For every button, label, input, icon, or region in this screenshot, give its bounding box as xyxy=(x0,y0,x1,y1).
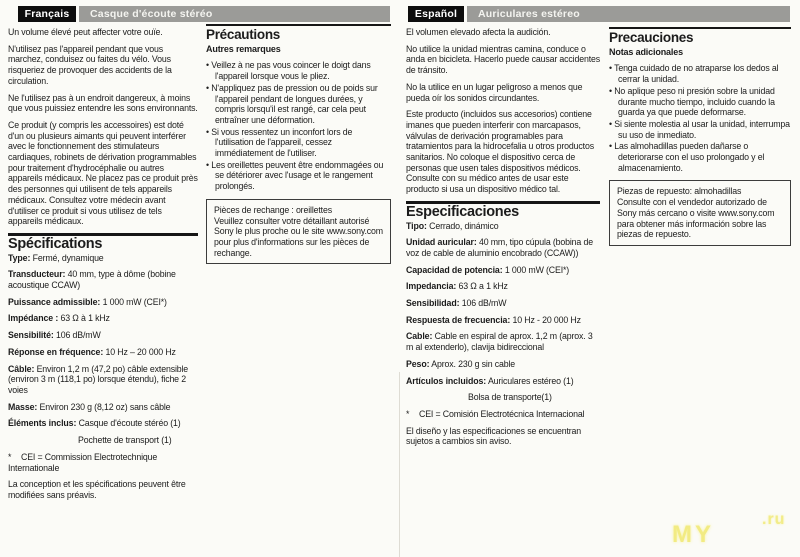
french-main-column xyxy=(8,27,198,507)
french-product-title-bar: Casque d'écoute stéréo xyxy=(79,6,390,22)
watermark-text: .ru xyxy=(762,511,786,528)
spec-row-continuation: Pochette de transport (1) xyxy=(78,435,172,446)
spec-value: Auriculares estéreo (1) xyxy=(487,375,574,386)
paragraph: Ne l'utilisez pas à un endroit dangereux, à moins que vous puissiez entendre les sons environnants. xyxy=(8,92,198,114)
spec-row xyxy=(8,330,198,341)
footnote-text: CEI = Commission Electrotechnique Internationale xyxy=(8,451,158,473)
spec-label: Impedancia: xyxy=(406,281,457,292)
bullet-item: • Veillez à ne pas vous coincer le doigt dans l'appareil lorsque vous le pliez. xyxy=(206,60,391,81)
spec-row xyxy=(8,253,198,264)
page-fold-divider xyxy=(399,372,400,557)
paragraph: Este producto (incluidos sus accesorios) contiene imanes que pueden interferir con marcapasos, válvulas de derivación programables para tratamientos para la hidrocefalia u otros productos sanitarios. No coloque el dispositivo cerca de personas que usen tales dispositivos médicos. Consulte con su médico antes de usar este producto si usa un dispositivo médico tal. xyxy=(406,109,594,195)
bullet-item: • Tenga cuidado de no atraparse los dedos al cerrar la unidad. xyxy=(609,63,791,84)
french-specifications-title: Spécifications xyxy=(8,235,103,252)
spec-value: Aprox. 230 g sin cable xyxy=(431,358,516,369)
spanish-specifications-section xyxy=(406,201,600,447)
spec-value: 1 000 mW (CEI*) xyxy=(102,296,167,307)
spec-row xyxy=(8,364,198,396)
spec-label: Respuesta de frecuencia: xyxy=(406,314,511,325)
french-precautions-column xyxy=(206,24,391,264)
spec-value: 63 Ω a 1 kHz xyxy=(458,281,508,292)
spec-label: Transducteur: xyxy=(8,269,66,280)
paragraph: Un volume élevé peut affecter votre ouïe. xyxy=(8,27,163,37)
paragraph: Ce produit (y compris les accessoires) est doté d'un ou plusieurs aimants qui peuvent interférer avec le fonctionnement des stimulateurs cardiaques, robinets de dérivation programmables pour traitement d'hydrocéphalie ou autres appareils médicaux. Ne placez pas ce produit près des personnes qui utilisent de tels appareils médicaux. Consultez votre médecin avant d'utiliser ce produit si vous utilisez de tels appareils médicaux. xyxy=(8,119,198,227)
french-replacement-parts-box xyxy=(206,199,391,265)
spanish-language-tab: Español xyxy=(408,6,464,22)
spec-row xyxy=(8,347,198,358)
spec-row xyxy=(8,313,198,324)
spec-value: Casque d'écoute stéréo (1) xyxy=(78,418,181,429)
spec-label: Sensibilité: xyxy=(8,330,54,341)
spec-value: Cerrado, dinámico xyxy=(429,220,499,231)
spanish-intro xyxy=(406,27,600,195)
spec-value: Environ 1,2 m (47,2 po) câble extensible (environ 3 m (118,1 po) lorsque étendu), fiche 2 voies xyxy=(8,363,189,395)
french-precautions-subtitle: Autres remarques xyxy=(206,43,281,54)
french-language-tab: Français xyxy=(18,6,76,22)
footnote-text: CEI = Comisión Electrotécnica Internacional xyxy=(419,408,585,419)
french-footnote xyxy=(8,452,198,473)
spec-row xyxy=(406,265,600,276)
spec-value: 10 Hz - 20 000 Hz xyxy=(512,314,581,325)
french-intro xyxy=(8,27,198,227)
box-line: Piezas de repuesto: almohadillas xyxy=(617,186,742,197)
bullet-item: • Les oreillettes peuvent être endommagées ou se détériorer avec l'usage et le rangement prolongés. xyxy=(206,160,391,192)
spec-label: Cable: xyxy=(406,331,433,342)
paragraph: El volumen elevado afecta la audición. xyxy=(406,27,551,37)
paragraph: No la utilice en un lugar peligroso a menos que pueda oír los sonidos circundantes. xyxy=(406,81,583,103)
paragraph: No utilice la unidad mientras camina, conduce o anda en bicicleta. Hacerlo puede causar accidentes de tránsito. xyxy=(406,43,600,76)
box-line: Veuillez consulter votre détaillant autorisé Sony le plus proche ou le site www.sony.com pour plus d'informations sur les pièces de rechange. xyxy=(214,215,383,258)
spanish-product-title-bar: Auriculares estéreo xyxy=(467,6,790,22)
spec-label: Masse: xyxy=(8,401,38,412)
box-line: Pièces de rechange : oreillettes xyxy=(214,204,332,215)
spanish-precautions-subtitle: Notas adicionales xyxy=(609,46,683,57)
spec-row xyxy=(406,331,600,352)
spanish-footnote xyxy=(406,409,600,420)
spec-label: Tipo: xyxy=(406,220,427,231)
spec-row xyxy=(8,269,198,290)
bullet-item: • Si siente molestia al usar la unidad, interrumpa su uso de inmediato. xyxy=(609,119,791,140)
spec-value: 106 dB/mW xyxy=(461,298,507,309)
bullet-item: • N'appliquez pas de pression ou de poids sur l'appareil pendant de longues durées, y compris lorsqu'il est rangé, car cela peut entraîner une déformation. xyxy=(206,83,391,126)
spec-label: Type: xyxy=(8,252,31,263)
spanish-precautions-list xyxy=(609,63,791,173)
spec-label: Réponse en fréquence: xyxy=(8,346,104,357)
spec-label: Artículos incluidos: xyxy=(406,375,487,386)
spec-value: Fermé, dynamique xyxy=(32,252,104,263)
spec-row xyxy=(406,237,600,258)
watermark-text: MY xyxy=(672,521,714,548)
spec-label: Sensibilidad: xyxy=(406,298,460,309)
footnote-asterisk: * xyxy=(8,451,12,462)
french-precautions-title: Précautions xyxy=(206,27,280,42)
spec-label: Éléments inclus: xyxy=(8,418,77,429)
bullet-item: • Si vous ressentez un inconfort lors de l'utilisation de l'appareil, cessez immédiatement de l'utiliser. xyxy=(206,127,391,159)
spanish-specifications-title: Especificaciones xyxy=(406,203,519,220)
bullet-item: • No aplique peso ni presión sobre la unidad durante mucho tiempo, incluido cuando la guarda ya que puede deformarse. xyxy=(609,86,791,118)
spec-value: Environ 230 g (8,12 oz) sans câble xyxy=(39,401,171,412)
spec-label: Puissance admissible: xyxy=(8,296,101,307)
spec-label: Capacidad de potencia: xyxy=(406,264,503,275)
spec-value: 40 mm, tipo cúpula (bobina de voz de cable de aluminio encobrado (CCAW)) xyxy=(406,237,593,258)
spanish-disclaimer: El diseño y las especificaciones se encuentran sujetos a cambios sin aviso. xyxy=(406,425,582,447)
spec-row xyxy=(8,418,198,429)
spec-value: Cable en espiral de aprox. 1,2 m (aprox. 3 m al extenderlo), clavija bidireccional xyxy=(406,331,593,353)
spec-row xyxy=(406,376,600,387)
spanish-precautions-title: Precauciones xyxy=(609,30,694,45)
spanish-main-column xyxy=(406,27,600,453)
spec-label: Peso: xyxy=(406,358,430,369)
spec-row xyxy=(406,315,600,326)
french-precautions-list xyxy=(206,60,391,191)
spec-value: 63 Ω à 1 kHz xyxy=(60,313,110,324)
spec-row xyxy=(8,402,198,413)
spec-value: 106 dB/mW xyxy=(56,330,101,341)
spec-label: Unidad auricular: xyxy=(406,237,477,248)
footnote-asterisk: * xyxy=(406,408,410,419)
bullet-item: • Las almohadillas pueden dañarse o deteriorarse con el uso prolongado y el almacenamiento. xyxy=(609,141,791,173)
spanish-precautions-section xyxy=(609,27,791,246)
spec-label: Impédance : xyxy=(8,313,59,324)
spec-row xyxy=(406,281,600,292)
paragraph: N'utilisez pas l'appareil pendant que vous marchez, conduisez ou faites du vélo. Vous risqueriez de provoquer des accidents de la circulation. xyxy=(8,43,172,86)
french-precautions-section xyxy=(206,24,391,264)
spanish-precautions-column xyxy=(609,27,791,246)
spec-row xyxy=(406,298,600,309)
spec-row xyxy=(406,221,600,232)
french-specifications-section xyxy=(8,233,198,501)
spec-value: 10 Hz – 20 000 Hz xyxy=(105,346,176,357)
spec-row xyxy=(406,359,600,370)
spec-label: Câble: xyxy=(8,363,35,374)
spec-value: 1 000 mW (CEI*) xyxy=(504,264,570,275)
french-disclaimer: La conception et les spécifications peuvent être modifiées sans préavis. xyxy=(8,479,186,500)
spec-row-continuation: Bolsa de transporte(1) xyxy=(468,392,552,403)
box-line: Consulte con el vendedor autorizado de Sony más cercano o visite www.sony.com para obtener más información sobre las piezas de repuesto. xyxy=(617,197,775,240)
spanish-replacement-parts-box xyxy=(609,180,791,246)
spec-value: 40 mm, type à dôme (bobine acoustique CCAW) xyxy=(8,269,176,291)
spec-row xyxy=(8,297,198,308)
